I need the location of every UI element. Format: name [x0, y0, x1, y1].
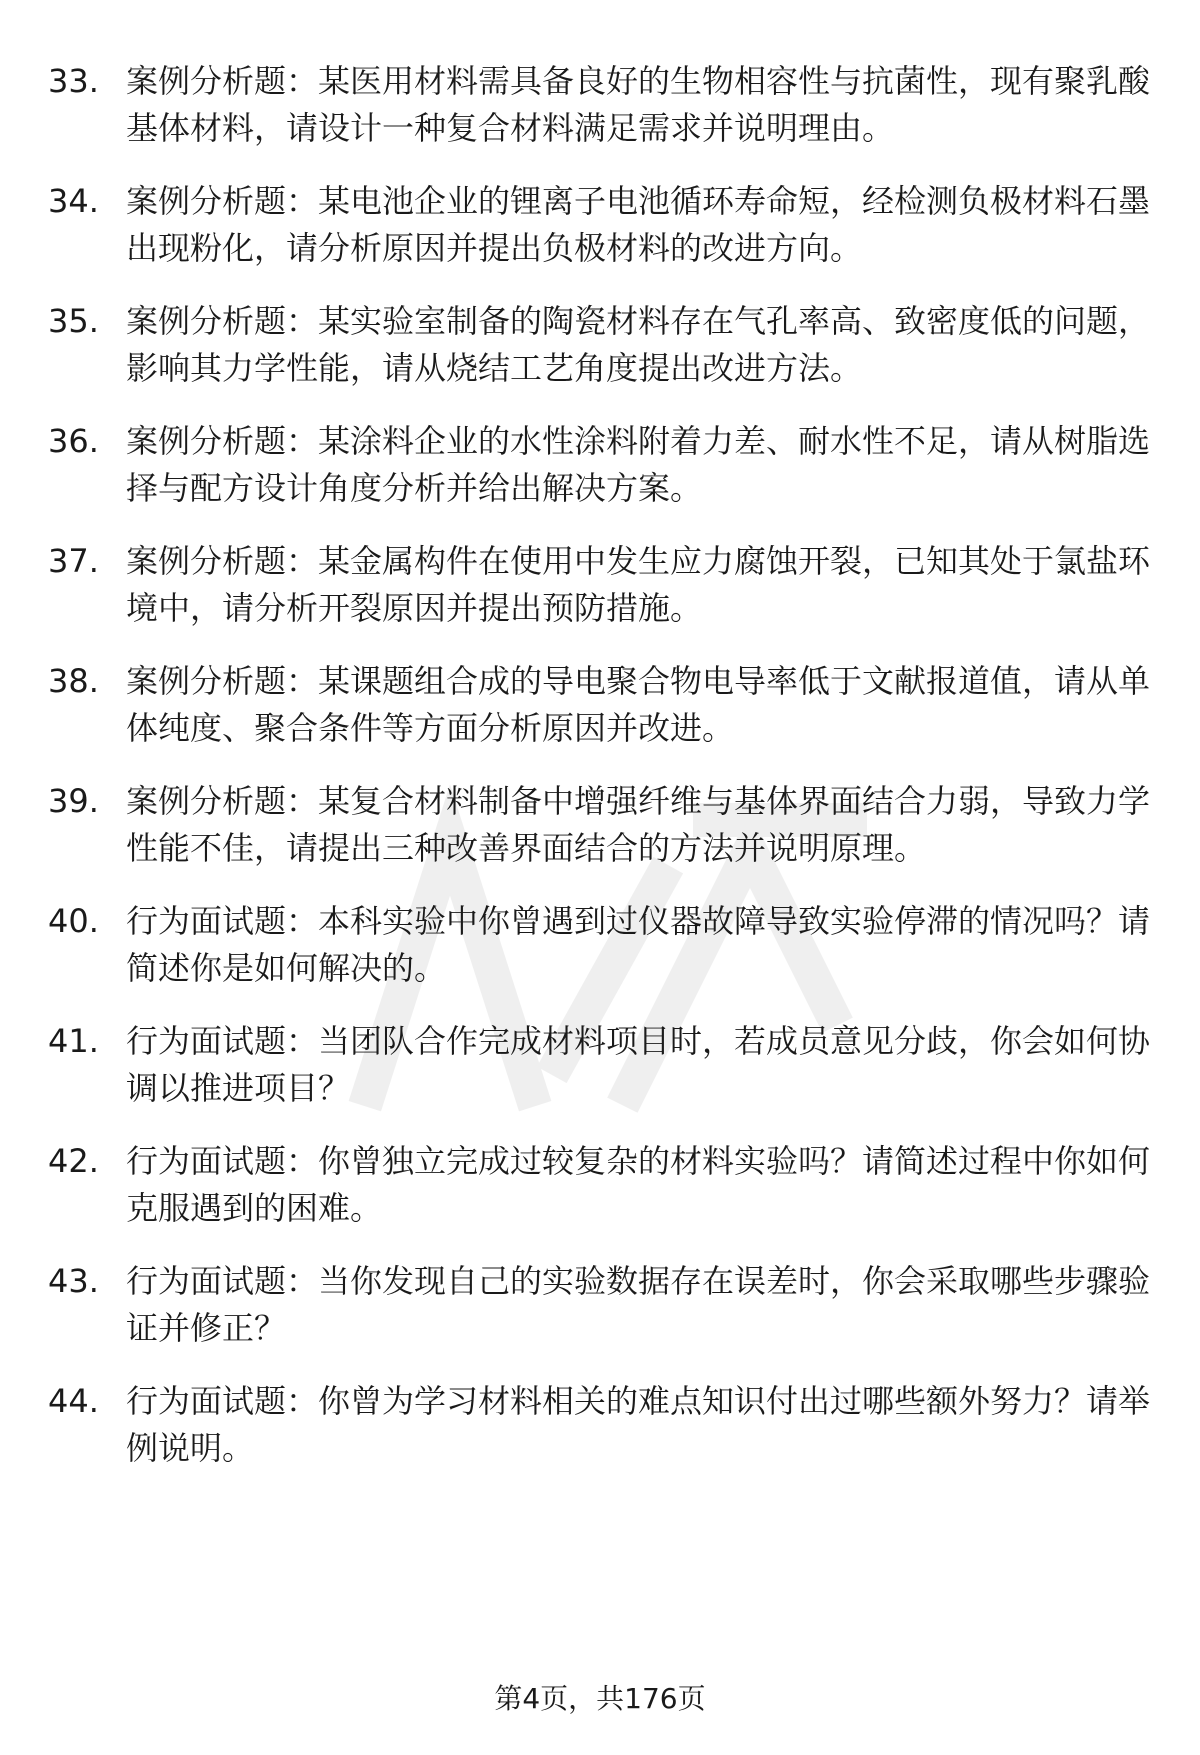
- question-number: 35.: [48, 302, 99, 340]
- question-number: 36.: [48, 422, 99, 460]
- question-number: 34.: [48, 182, 99, 220]
- question-text: 案例分析题：某涂料企业的水性涂料附着力差、耐水性不足，请从树脂选择与配方设计角度分析并给出解决方案。: [126, 422, 1151, 507]
- question-text: 案例分析题：某金属构件在使用中发生应力腐蚀开裂，已知其处于氯盐环境中，请分析开裂原因并提出预防措施。: [126, 542, 1151, 627]
- question-number: 37.: [48, 542, 99, 580]
- page-footer: 第4页，共176页: [494, 1682, 706, 1715]
- question-list: [48, 58, 1156, 1498]
- question-text: 行为面试题：当团队合作完成材料项目时，若成员意见分歧，你会如何协调以推进项目？: [126, 1022, 1151, 1107]
- question-text: 行为面试题：你曾独立完成过较复杂的材料实验吗？请简述过程中你如何克服遇到的困难。: [126, 1142, 1151, 1227]
- question-text: 案例分析题：某医用材料需具备良好的生物相容性与抗菌性，现有聚乳酸基体材料，请设计一种复合材料满足需求并说明理由。: [126, 62, 1151, 147]
- question-item: [48, 418, 1156, 512]
- question-item: [48, 58, 1156, 152]
- question-text: 行为面试题：你曾为学习材料相关的难点知识付出过哪些额外努力？请举例说明。: [126, 1382, 1151, 1467]
- question-text: 案例分析题：某复合材料制备中增强纤维与基体界面结合力弱，导致力学性能不佳，请提出三种改善界面结合的方法并说明原理。: [126, 782, 1151, 867]
- question-item: [48, 178, 1156, 272]
- question-item: [48, 1018, 1156, 1112]
- question-text: 案例分析题：某电池企业的锂离子电池循环寿命短，经检测负极材料石墨出现粉化，请分析原因并提出负极材料的改进方向。: [126, 182, 1151, 267]
- question-item: [48, 298, 1156, 392]
- question-text: 行为面试题：本科实验中你曾遇到过仪器故障导致实验停滞的情况吗？请简述你是如何解决的。: [126, 902, 1151, 987]
- question-number: 40.: [48, 902, 99, 940]
- question-item: [48, 658, 1156, 752]
- question-number: 43.: [48, 1262, 99, 1300]
- question-number: 42.: [48, 1142, 99, 1180]
- question-text: 案例分析题：某实验室制备的陶瓷材料存在气孔率高、致密度低的问题，影响其力学性能，请从烧结工艺角度提出改进方法。: [126, 302, 1151, 387]
- question-number: 38.: [48, 662, 99, 700]
- question-item: [48, 898, 1156, 992]
- question-item: [48, 1138, 1156, 1232]
- question-item: [48, 1258, 1156, 1352]
- question-number: 44.: [48, 1382, 99, 1420]
- question-item: [48, 538, 1156, 632]
- question-item: [48, 778, 1156, 872]
- question-number: 33.: [48, 62, 99, 100]
- question-number: 39.: [48, 782, 99, 820]
- question-number: 41.: [48, 1022, 99, 1060]
- question-item: [48, 1378, 1156, 1472]
- question-text: 案例分析题：某课题组合成的导电聚合物电导率低于文献报道值，请从单体纯度、聚合条件等方面分析原因并改进。: [126, 662, 1151, 747]
- question-text: 行为面试题：当你发现自己的实验数据存在误差时，你会采取哪些步骤验证并修正？: [126, 1262, 1151, 1347]
